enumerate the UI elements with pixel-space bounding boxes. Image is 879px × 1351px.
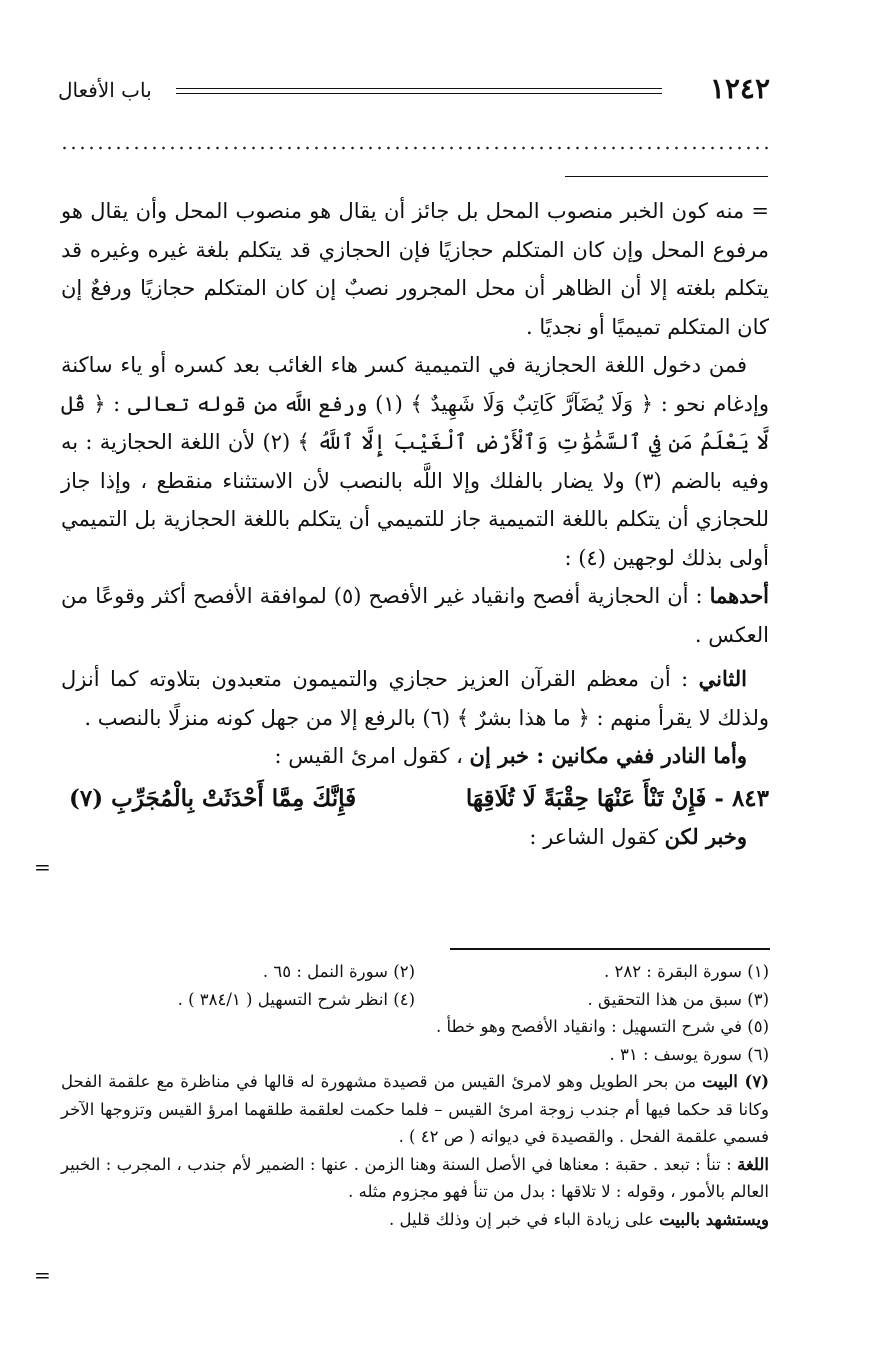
footnote-evidence	[61, 1206, 769, 1234]
paragraph-lakin	[61, 818, 769, 857]
footnote-2: (٢) سورة النمل : ٦٥ .	[262, 962, 415, 981]
footnote-row	[61, 958, 769, 986]
footnote-4: (٤) انظر شرح التسهيل ( ٣٨٤/١ ) .	[177, 989, 415, 1009]
rare-text: ، كقول امرئ القيس :	[274, 744, 470, 768]
first-label: أحدهما	[709, 583, 770, 608]
footnote-rule	[450, 948, 770, 950]
poetry-verse	[69, 780, 769, 819]
first-text: : أن الحجازية أفصح وانقياد غير الأفصح (٥) لموافقة الأفصح أكثر وقوعًا من العكس .	[61, 584, 769, 647]
chapter-title: باب الأفعال	[58, 78, 152, 102]
main-text	[61, 192, 769, 857]
footnote-3: (٣) سبق من هذا التحقيق .	[587, 989, 769, 1009]
second-text: : أن معظم القرآن العزيز حجازي والتميمون متعبدون بتلاوته كما أنزل ولذلك لا يقرأ منهم : ﴿ ما هذا بشرٌ ﴾ (٦) بالرفع إلا من جهل كونه منزلًا بالنصب .	[61, 667, 769, 730]
paragraph-first-reason	[61, 577, 769, 654]
verse-second-hemistich: فَإِنَّكَ مِمَّا أَحْدَثَتْ بِالْمُجَرِّبِ (٧)	[69, 784, 357, 812]
footnote-continuation-mark: =	[34, 1263, 51, 1287]
lakin-label: وخبر لكن	[664, 824, 747, 849]
evidence-text: على زيادة الباء في خبر إن وذلك قليل .	[389, 1209, 660, 1229]
paragraph-hijazi: فمن دخول اللغة الحجازية في التميمية كسر هاء الغائب بعد كسره أو ياء ساكنة وإدغام نحو : ﴿ وَلَا يُضَآرَّ كَاتِبٌ وَلَا شَهِيدٌ ﴾ (١) ورفع اللَّه من قوله تعالى : ﴿ قُل لَّا يَعْلَمُ مَن فِي ٱلسَّمَٰوَٰتِ وَٱلْأَرْضِ ٱلْغَيْبَ إِلَّا ٱللَّهُ ﴾ (٢) لأن اللغة الحجازية : به وفيه بالضم (٣) ولا يضار بالفلك وإلا اللَّه بالنصب لأن الاستثناء منقطع ، وإذا جاز للحجازي أن يتكلم باللغة التميمية جاز للتميمي أن يتكلم باللغة الحجازية بل التميمي أولى بذلك لوجهين (٤) :	[61, 353, 770, 570]
footnote-1: (١) سورة البقرة : ٢٨٢ .	[603, 962, 769, 981]
footnote-7	[61, 1068, 769, 1151]
footnote-7-text: من بحر الطويل وهو لامرئ القيس من قصيدة مشهورة له قالها في مناظرة مع علقمة الفحل وكانا قد حكما فيها أم جندب زوجة امرئ القيس – فلما حكمت لعلقمة طلقهما امرؤ القيس وتزوجها الآخر فسمي علقمة الفحل . والقصيدة في ديوانه ( ص ٤٢ ) .	[61, 1072, 769, 1146]
page-number: ١٢٤٢	[709, 72, 770, 105]
dotted-separator	[60, 146, 768, 150]
continuation-rule	[565, 176, 768, 177]
paragraph-second-reason	[61, 660, 769, 737]
lexicon-text: : تنأ : تبعد . حقبة : معناها في الأصل السنة وهنا الزمن . عنها : الضمير لأم جندب ، المجرب : الخبير العالم بالأمور ، وقوله : لا تلاقها : بدل من تنأ فهو مجزوم مثله .	[61, 1154, 769, 1201]
continuation-mark: =	[34, 855, 51, 879]
rare-label: وأما النادر ففي مكانين : خبر إن	[469, 743, 747, 768]
evidence-label: ويستشهد بالبيت	[659, 1209, 769, 1229]
paragraph-continued: = منه كون الخبر منصوب المحل بل جائز أن يقال هو منصوب المحل وأن يقال هو مرفوع المحل وإن كان المتكلم حجازيًا فإن الحجازي قد يتكلم بلغة غيره وغيره قد يتكلم بلغته إلا أن الظاهر أن محل المجرور نصبٌ إن كان المتكلم حجازيًا ورفعٌ إن كان المتكلم تميميًا أو نجديًا .	[61, 199, 769, 339]
paragraph-rare	[61, 737, 769, 776]
page-header	[58, 70, 770, 110]
second-label: الثاني	[698, 666, 747, 691]
header-rule	[176, 88, 662, 94]
lakin-text: كقول الشاعر :	[529, 825, 665, 849]
footnote-row	[61, 986, 769, 1014]
lexicon-label: اللغة	[737, 1154, 769, 1174]
footnotes	[61, 958, 769, 1233]
footnote-5: (٥) في شرح التسهيل : وانقياد الأفصح وهو خطأ .	[435, 1017, 769, 1036]
footnote-7-label: (٧) البيت	[702, 1072, 769, 1091]
footnote-6: (٦) سورة يوسف : ٣١ .	[609, 1044, 769, 1064]
footnote-lexicon	[61, 1151, 769, 1206]
verse-first-hemistich: ٨٤٣ - فَإِنْ تَنْأَ عَنْهَا حِقْبَةً لَا تُلَاقِهَا	[465, 784, 769, 812]
